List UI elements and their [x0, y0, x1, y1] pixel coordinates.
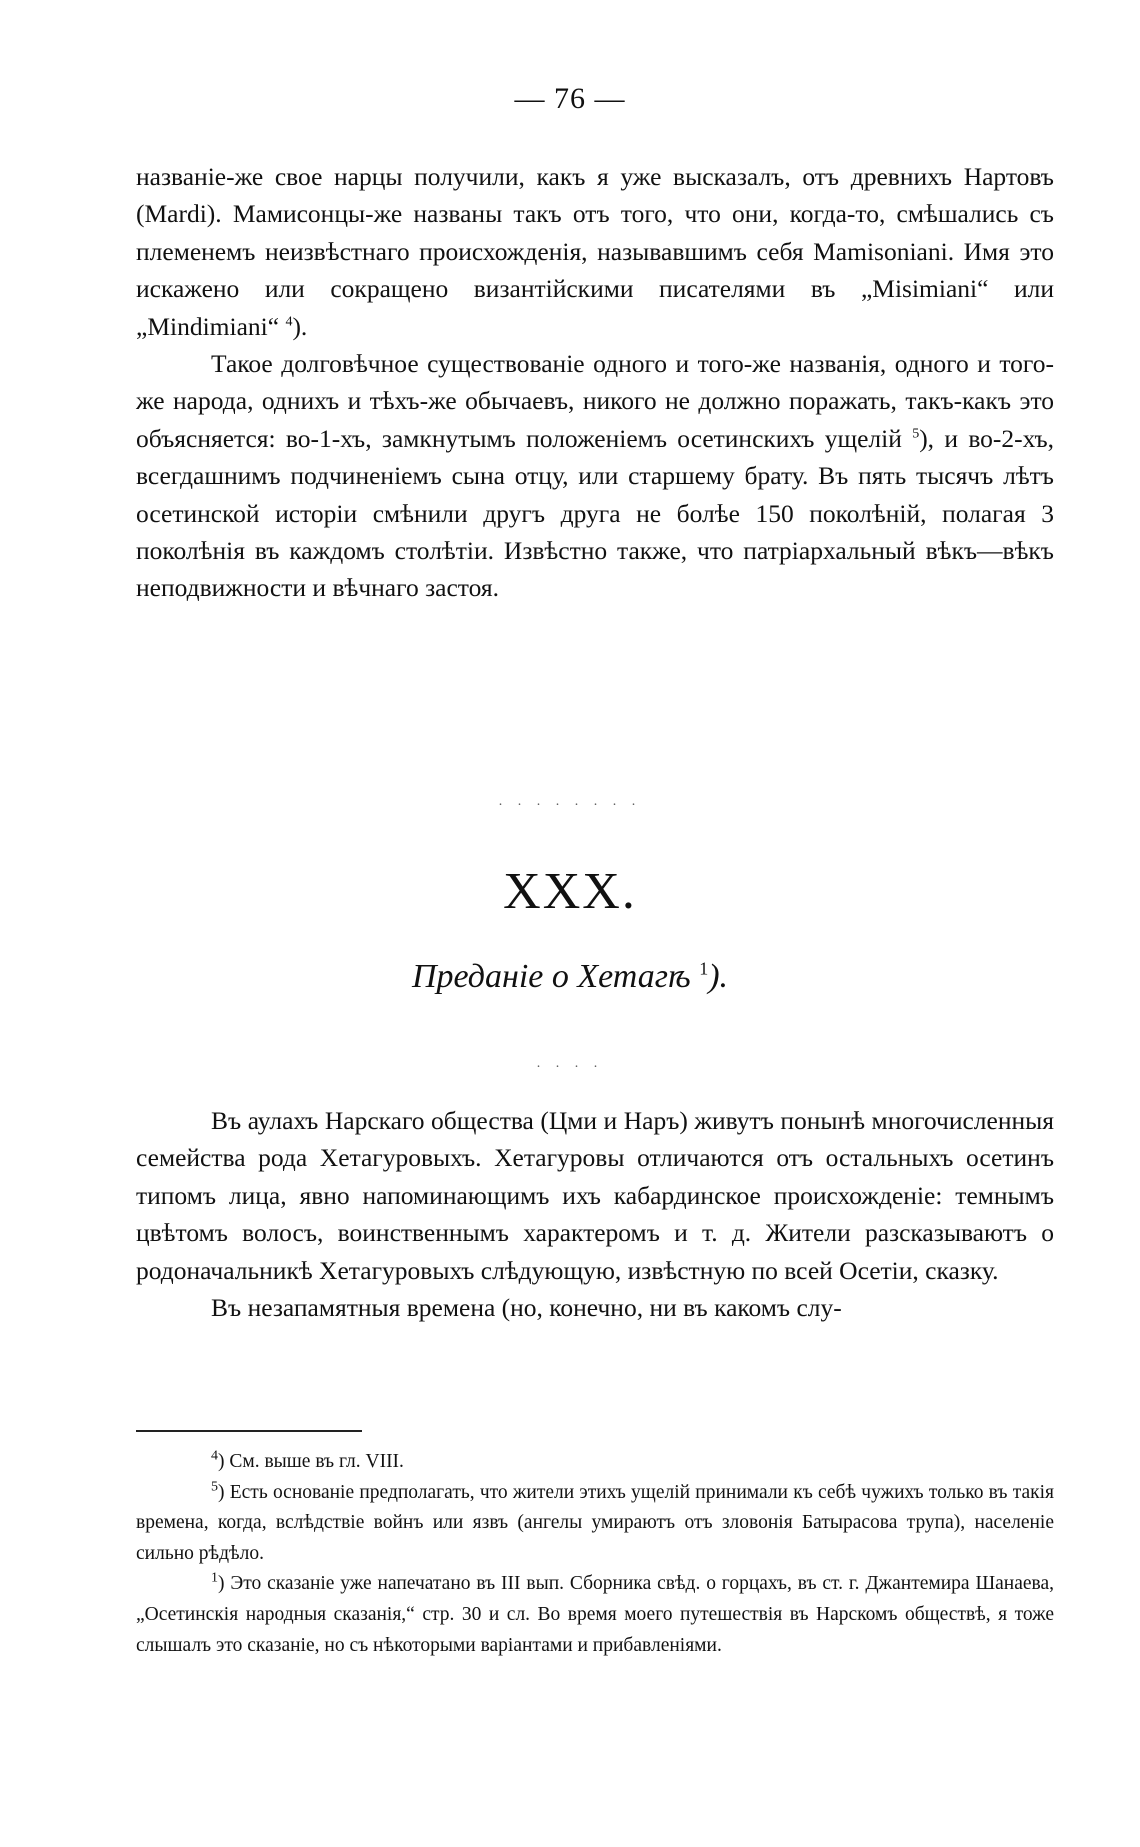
top-text-block — [136, 158, 1054, 607]
footnote-mark: 1 — [211, 1570, 218, 1586]
chapter-title — [0, 958, 1140, 996]
chapter-text-block — [136, 1102, 1054, 1326]
footnote-mark: 5 — [211, 1479, 218, 1495]
footnote-mark: 4 — [211, 1448, 218, 1464]
footnote — [136, 1478, 1054, 1570]
footnote-text: ) Это сказаніе уже напечатано въ III вып. Сборника свѣд. о горцахъ, въ ст. г. Джантемира Шанаева, „Осетинскія народныя сказанія,“ стр. 30 и сл. Во время моего путешествія въ Нарскомъ обществѣ, я тоже слышалъ это сказаніе, но съ нѣкоторыми варіантами и прибавленіями. — [136, 1573, 1054, 1656]
footnote — [136, 1447, 1054, 1478]
chapter-title-text: Преданіе о Хетагѣ — [411, 958, 691, 995]
footnote — [136, 1569, 1054, 1661]
paragraph-continuation — [136, 158, 1054, 345]
section-separator: . . . . . . . . — [498, 794, 642, 809]
footnote-ref: 1 — [699, 958, 709, 979]
title-separator: . . . . — [536, 1056, 604, 1071]
paragraph-text: названіе-же свое нарцы получили, какъ я уже высказалъ, отъ древнихъ Нартовъ (Mardi). Мамисонцы-же названы такъ отъ того, что они, когда-то, смѣшались съ племенемъ неизвѣстнаго происхожденія, называвшимъ себя Mamisoniani. Имя это искажено или сокращено византійскими писателями въ „Misimiani“ или „Mindimiani“ — [136, 162, 1054, 341]
footnote-ref: 4 — [285, 314, 293, 330]
paragraph-text: ), и во-2-хъ, всегдашнимъ подчиненіемъ сына отцу, или старшему брату. Въ пять тысячъ лѣтъ осетинской исторіи смѣнили другъ друга не болѣе 150 поколѣній, полагая 3 поколѣнія въ каждомъ столѣтіи. Извѣстно также, что патріархальный вѣкъ—вѣкъ неподвижности и вѣчнаго застоя. — [136, 423, 1055, 603]
footnote-text: ) Есть основаніе предполагать, что жители этихъ ущелій принимали къ себѣ чужихъ только въ такія времена, когда, вслѣдствіе войнъ или язвъ (ангелы умираютъ отъ зловонія Батырасова трупа), населеніе сильно рѣдѣло. — [136, 1481, 1054, 1564]
paragraph: Въ незапамятныя времена (но, конечно, ни въ какомъ слу- — [211, 1293, 842, 1323]
page-number: — 76 — — [514, 82, 626, 115]
paragraph-text-end: ). — [292, 311, 308, 341]
paragraph — [136, 345, 1054, 607]
footnote-divider — [136, 1430, 362, 1432]
chapter-title-end: ). — [708, 958, 729, 995]
chapter-number: XXX. — [503, 863, 637, 920]
paragraph: Въ аулахъ Нарскаго общества (Цми и Наръ) живутъ понынѣ многочисленныя семейства рода Хетагуровыхъ. Хетагуровы отличаются отъ остальныхъ осетинъ типомъ лица, явно напоминающимъ ихъ кабардинское происхожденіе: темнымъ цвѣтомъ волосъ, воинственнымъ характеромъ и т. д. Жители разсказываютъ о родоначальникѣ Хетагуровыхъ слѣдующую, извѣстную по всей Осетіи, сказку. — [136, 1106, 1054, 1285]
footnote-text: ) См. выше въ гл. VIII. — [218, 1451, 404, 1472]
paragraph-text: Такое долговѣчное существованіе одного и того-же названія, одного и того-же народа, однихъ и тѣхъ-же обычаевъ, никого не должно поражать, такъ-какъ это объясняется: во-1-хъ, замкнутымъ положеніемъ осетинскихъ ущелій — [136, 349, 1054, 453]
footnote-ref: 5 — [912, 426, 920, 442]
footnotes — [136, 1447, 1054, 1661]
